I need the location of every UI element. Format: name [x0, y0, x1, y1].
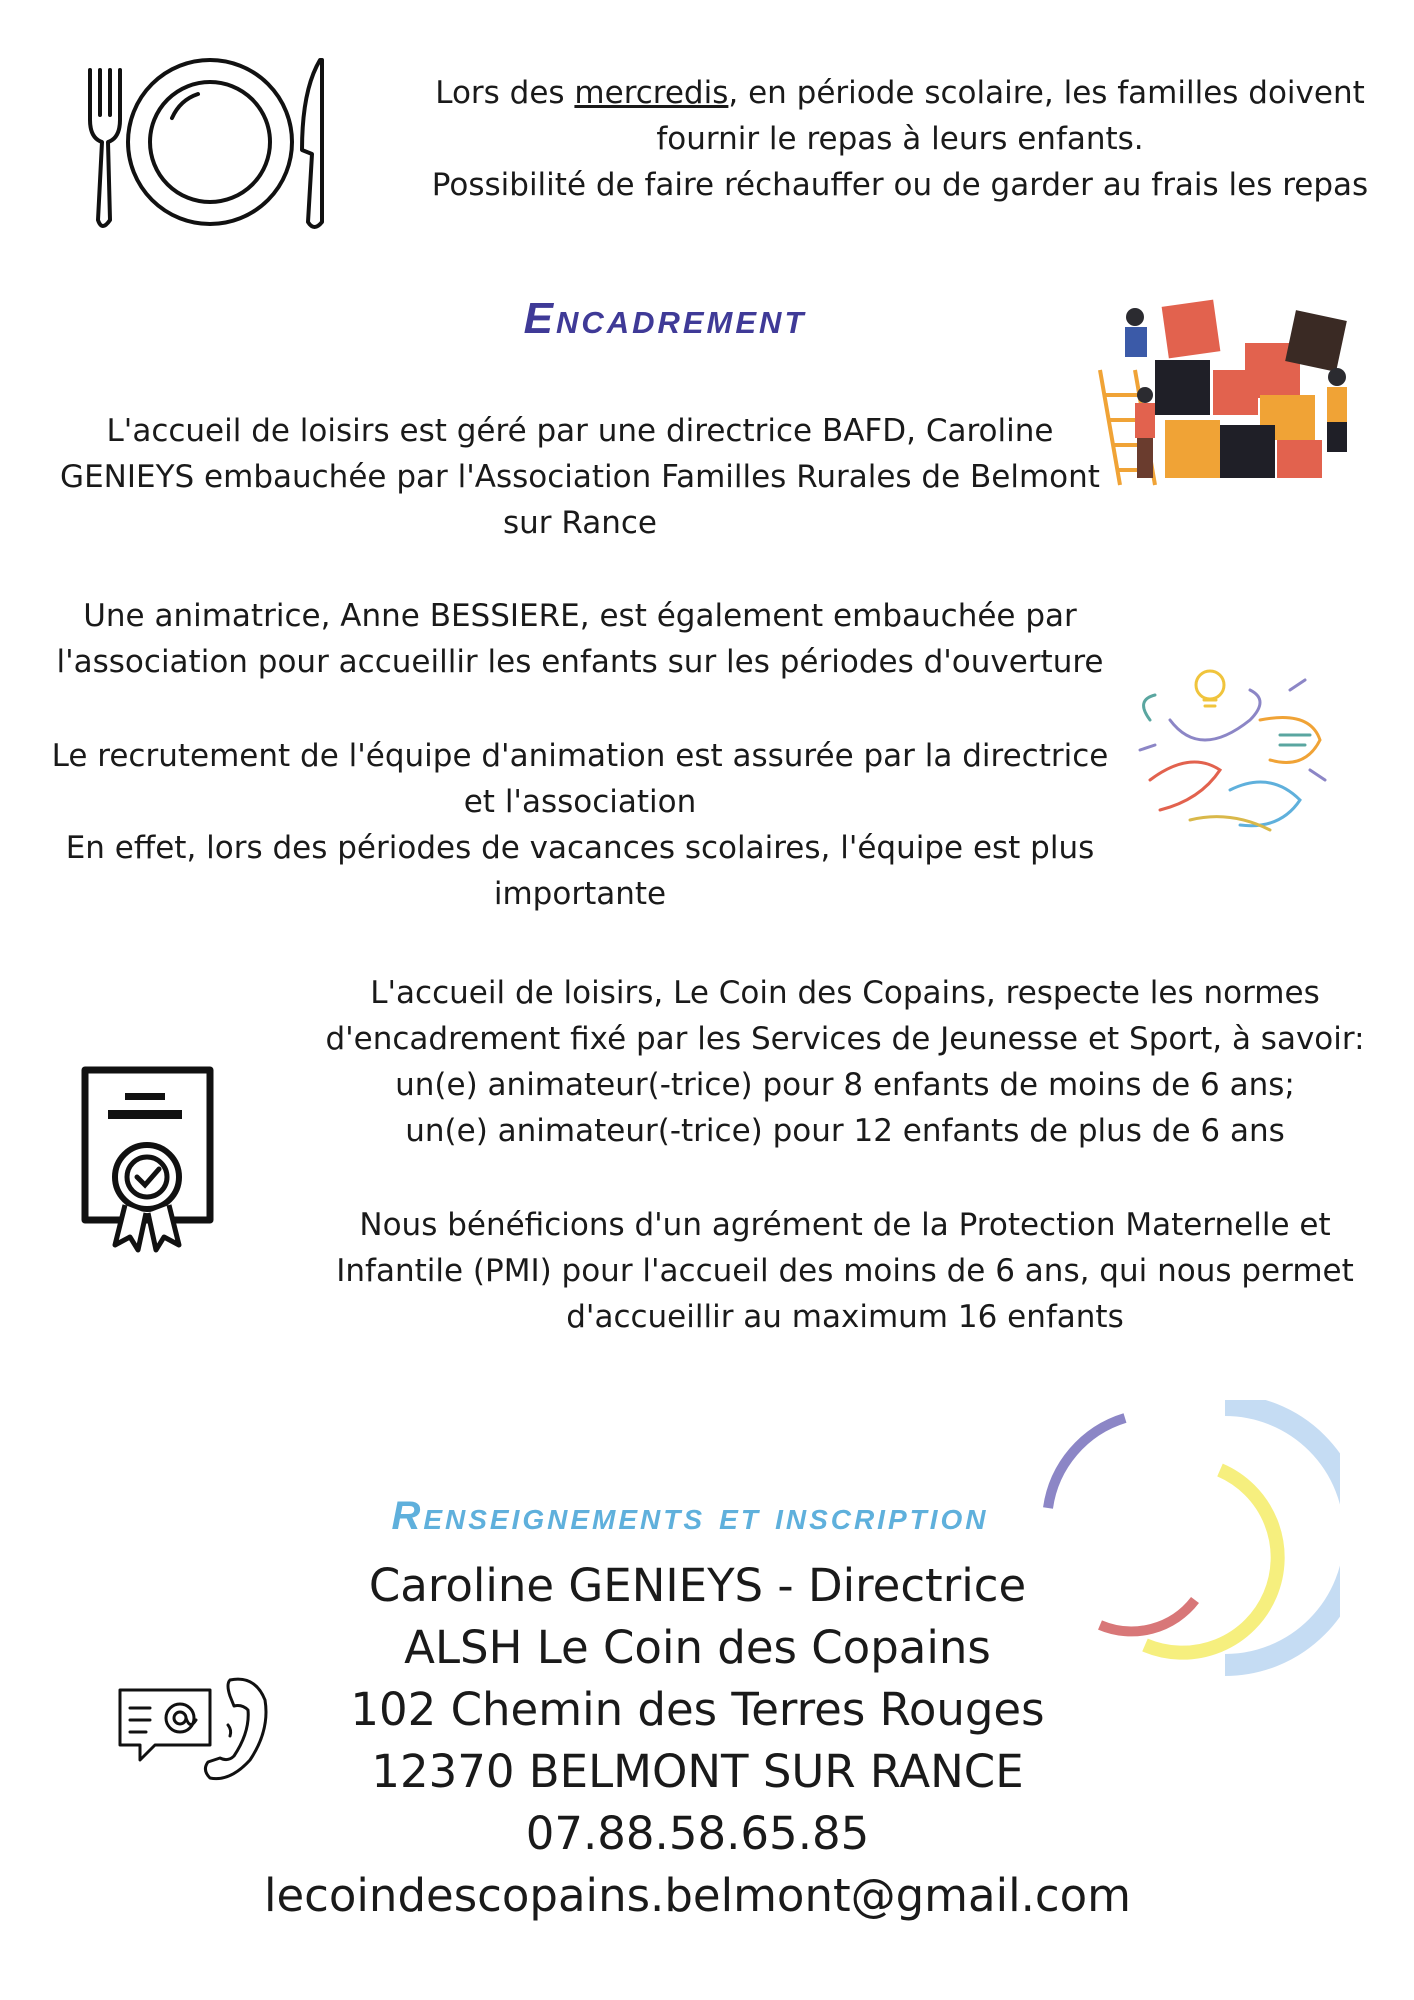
certificate-ribbon-icon: [80, 1065, 220, 1255]
contact-city: 12370 BELMONT SUR RANCE: [371, 1745, 1024, 1798]
teamwork-puzzle-illustration: [1095, 295, 1365, 490]
meals-note: [420, 70, 1380, 208]
normes-paragraph-2: Nous bénéficions d'un agrément de la Protection Maternelle et Infantile (PMI) pour l'accueil des moins de 6 ans, qui nous permet d'accueillir au maximum 16 enfants: [336, 1207, 1354, 1335]
encadrement-paragraph-3: Le recrutement de l'équipe d'animation est assurée par la directrice et l'association En effet, lors des périodes de vacances scolaires, l'équipe est plus importante: [51, 738, 1109, 912]
contact-name: Caroline GENIEYS - Directrice: [368, 1559, 1027, 1612]
mercredis-underlined: mercredis: [574, 75, 729, 111]
contact-email: lecoindescopains.belmont@gmail.com: [263, 1869, 1132, 1922]
contact-title: Renseignements et inscription: [391, 1494, 989, 1538]
meals-line-1: Lors des mercredis, en période scolaire, les familles doivent: [435, 75, 1365, 111]
contact-street: 102 Chemin des Terres Rouges: [350, 1683, 1045, 1736]
meals-line-2: fournir le repas à leurs enfants.: [656, 121, 1144, 157]
contact-org: ALSH Le Coin des Copains: [404, 1621, 991, 1674]
contact-details: [220, 1555, 1175, 1927]
encadrement-paragraph-1: L'accueil de loisirs est géré par une directrice BAFD, Caroline GENIEYS embauchée par l'Association Familles Rurales de Belmont sur Rance: [60, 413, 1100, 541]
plate-cutlery-icon: [80, 50, 340, 235]
brainstorm-hands-illustration: [1130, 660, 1335, 845]
encadrement-title: Encadrement: [523, 294, 807, 343]
contact-phone: 07.88.58.65.85: [525, 1807, 870, 1860]
meals-line-3: Possibilité de faire réchauffer ou de garder au frais les repas: [431, 167, 1369, 203]
normes-paragraph-1: L'accueil de loisirs, Le Coin des Copains, respecte les normes d'encadrement fixé par les Services de Jeunesse et Sport, à savoir: un(e) animateur(-trice) pour 8 enfants de moins de 6 ans; un(e) animateur(-trice) pour 12 enfants de plus de 6 ans: [325, 975, 1365, 1149]
encadrement-paragraph-2: Une animatrice, Anne BESSIERE, est également embauchée par l'association pour accueillir les enfants sur les périodes d'ouverture: [56, 598, 1104, 680]
